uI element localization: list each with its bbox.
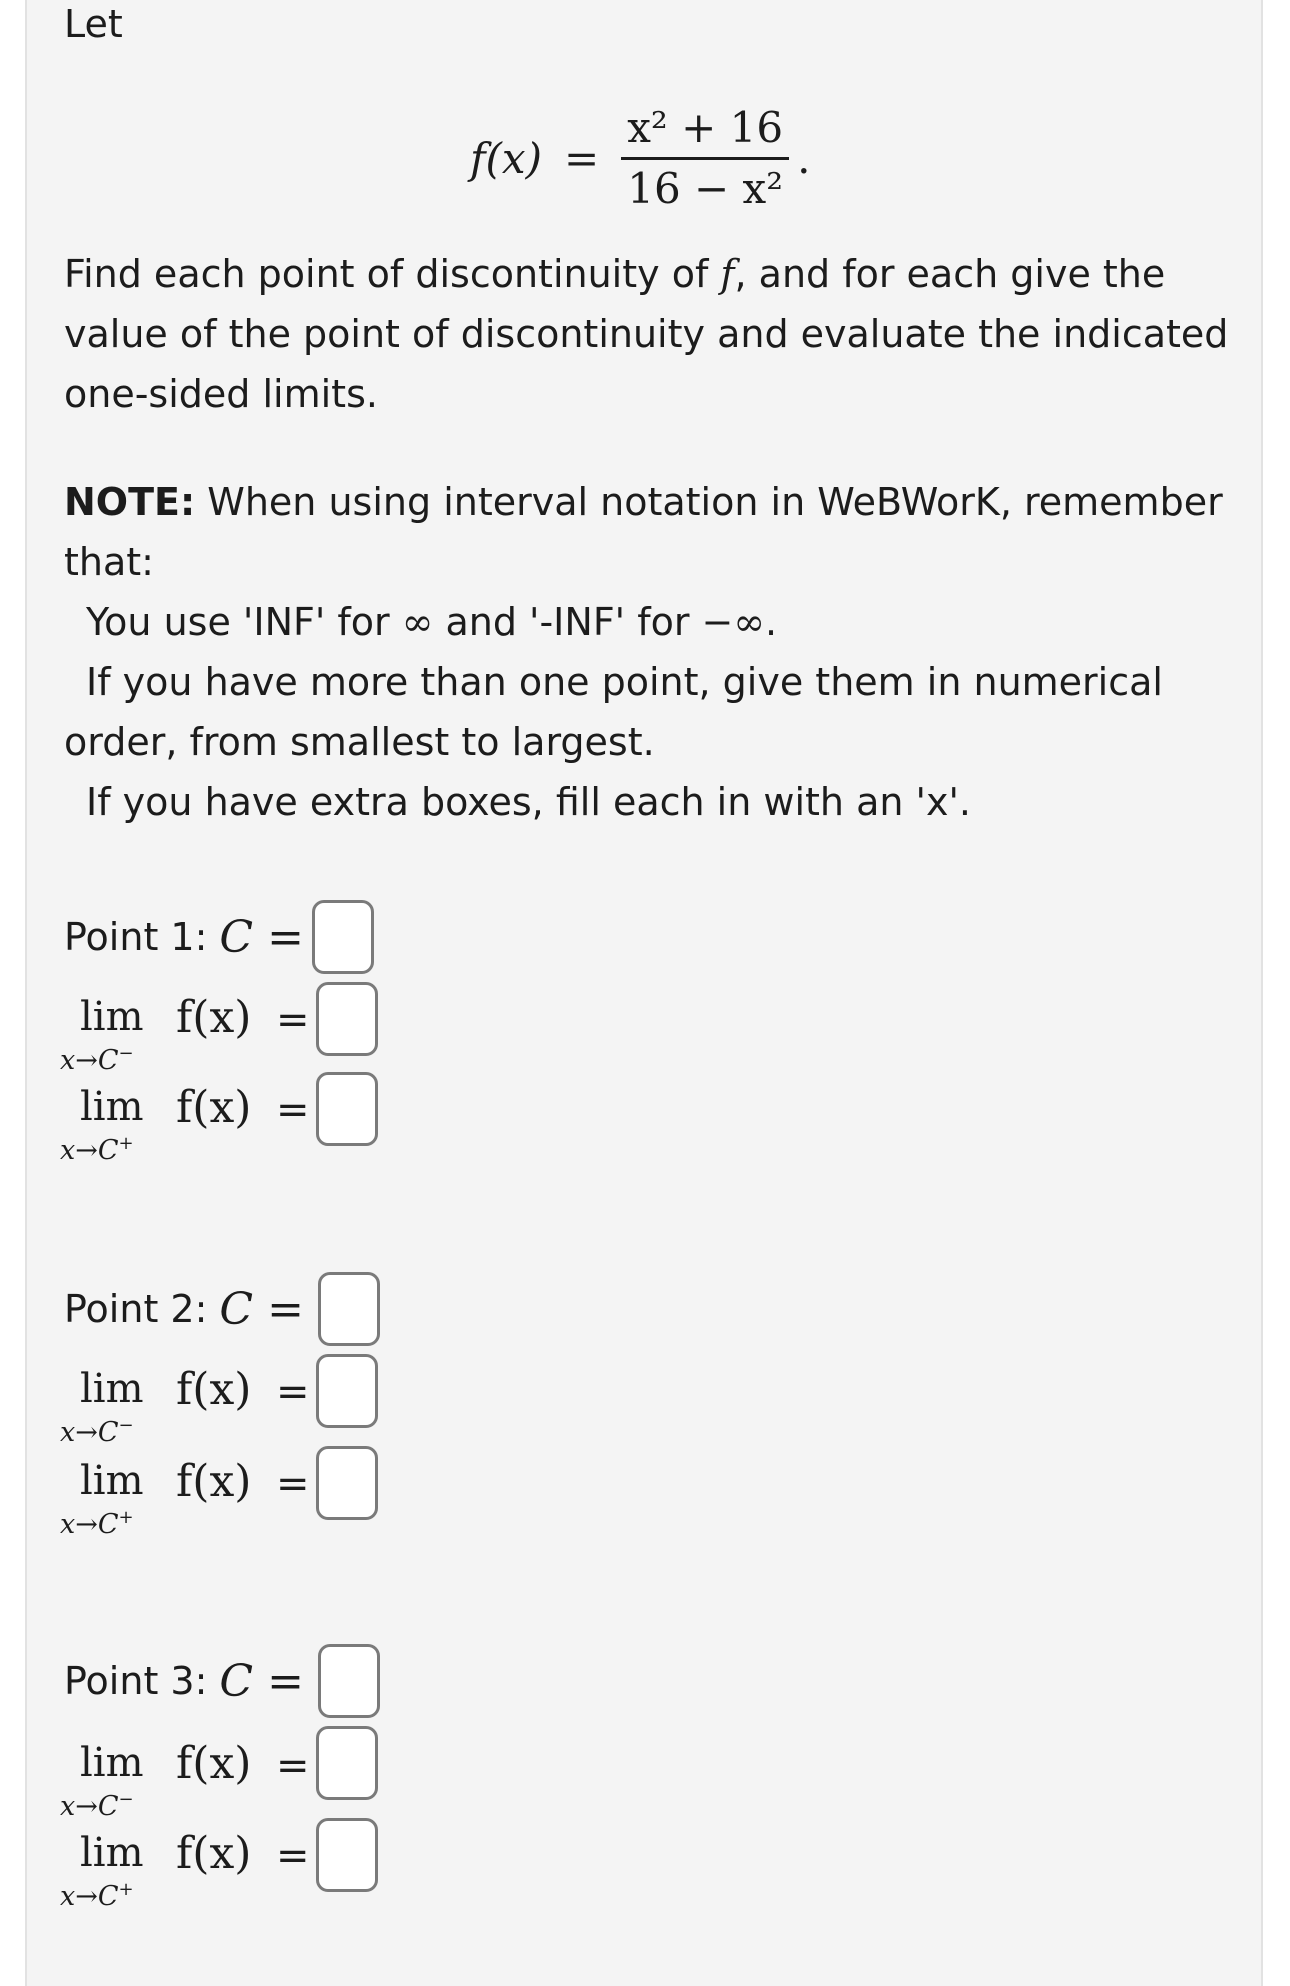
point-1-left-limit-input[interactable] [316,982,378,1056]
limit-sub-sign: + [118,1879,134,1900]
point-c-symbol: C [219,911,254,963]
point-equals: = [267,1283,304,1335]
limit-sub-sign: − [118,1043,134,1064]
note-line-5: order, from smallest to largest. [64,720,655,764]
limit-function: f(x) [176,1738,252,1789]
limit-function: f(x) [176,1364,252,1415]
f-symbol: f [720,252,735,296]
lim-operator: lim [80,1830,144,1876]
formula-period: . [797,133,811,183]
limit-function: f(x) [176,992,252,1043]
point-3-label [64,1648,304,1714]
lim-operator: lim [80,1366,144,1412]
limit-subscript [60,1410,134,1449]
point-equals: = [267,1655,304,1707]
note-line-3 [86,592,777,652]
point-2-c-input[interactable] [318,1272,380,1346]
point-3-right-limit-input[interactable] [316,1818,378,1892]
limit-sub-text: x→C [60,1045,119,1076]
point-3-left-limit-input[interactable] [316,1726,378,1800]
limit-sub-sign: − [118,1789,134,1810]
instructions-line-2: value of the point of discontinuity and evaluate the indicated [64,312,1229,356]
limit-function: f(x) [176,1082,252,1133]
point-1-right-limit-input[interactable] [316,1072,378,1146]
instructions-line-1 [64,244,1165,304]
point-1-label [64,904,304,970]
point-c-symbol: C [219,1283,254,1335]
point-label-text: Point 1: [64,915,208,959]
point-1-c-input[interactable] [312,900,374,974]
point-2-label [64,1276,304,1342]
note-text: You use 'INF' for [86,600,402,644]
point-label-text: Point 2: [64,1287,208,1331]
limit-sub-text: x→C [60,1509,119,1540]
point-2-left-limit-input[interactable] [316,1354,378,1428]
note-line-2: that: [64,540,154,584]
limit-equals: = [276,997,310,1043]
instructions-text: Find each point of discontinuity of [64,252,721,296]
instructions-line-3: one-sided limits. [64,372,378,416]
note-text: When using interval notation in WeBWorK, remember [195,480,1223,524]
note-line-1 [64,472,1223,532]
limit-subscript [60,1502,134,1541]
negative-infinity-symbol: −∞ [701,600,766,644]
note-text: and '-INF' for [433,600,702,644]
intro-text: Let [64,2,123,46]
limit-subscript [60,1038,134,1077]
limit-equals: = [276,1833,310,1879]
point-label-text: Point 3: [64,1659,208,1703]
note-text: . [765,600,778,644]
limit-equals: = [276,1743,310,1789]
lim-operator: lim [80,1458,144,1504]
lim-operator: lim [80,1740,144,1786]
lim-operator: lim [80,994,144,1040]
limit-sub-sign: + [118,1507,134,1528]
limit-function: f(x) [176,1828,252,1879]
formula-lhs: f(x) [470,133,543,183]
note-label: NOTE: [64,480,196,524]
limit-sub-text: x→C [60,1881,119,1912]
formula-fraction [621,99,789,218]
limit-sub-sign: − [118,1415,134,1436]
formula-numerator: x² + 16 [627,102,784,152]
limit-sub-text: x→C [60,1417,119,1448]
limit-equals: = [276,1461,310,1507]
limit-subscript [60,1874,134,1913]
note-line-6: If you have extra boxes, fill each in with an 'x'. [86,780,972,824]
lim-operator: lim [80,1084,144,1130]
infinity-symbol: ∞ [401,600,434,644]
point-c-symbol: C [219,1655,254,1707]
note-line-4: If you have more than one point, give them in numerical [86,660,1163,704]
limit-function: f(x) [176,1456,252,1507]
limit-sub-sign: + [118,1133,134,1154]
point-2-right-limit-input[interactable] [316,1446,378,1520]
instructions-text: , and for each give the [734,252,1166,296]
function-formula [470,96,810,220]
limit-subscript [60,1784,134,1823]
limit-subscript [60,1128,134,1167]
limit-equals: = [276,1087,310,1133]
formula-equals: = [564,133,600,183]
point-3-c-input[interactable] [318,1644,380,1718]
formula-denominator: 16 − x² [627,163,784,213]
limit-sub-text: x→C [60,1791,119,1822]
limit-sub-text: x→C [60,1135,119,1166]
limit-equals: = [276,1369,310,1415]
point-equals: = [267,911,304,963]
